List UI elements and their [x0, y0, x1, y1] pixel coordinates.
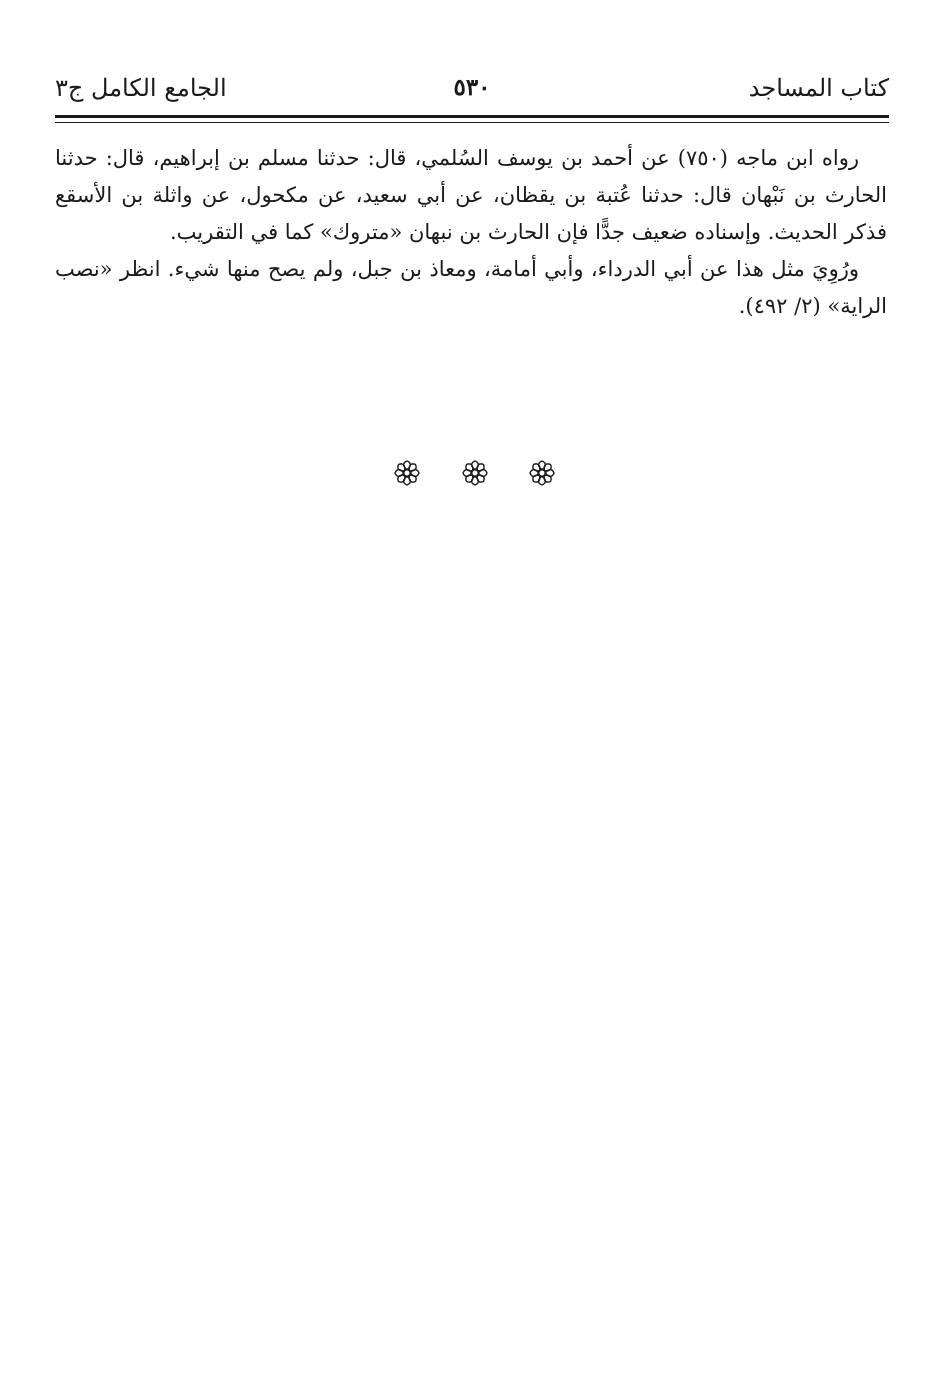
chapter-title: كتاب المساجد	[748, 74, 889, 102]
header-rule-thin	[55, 122, 889, 123]
header-rule-thick	[55, 115, 889, 118]
section-end-ornaments	[0, 460, 949, 486]
body-text	[55, 140, 887, 325]
book-title: الجامع الكامل ج٣	[55, 74, 227, 102]
paragraph-related-narrations: ورُوِيَ مثل هذا عن أبي الدرداء، وأبي أمامة، ومعاذ بن جبل، ولم يصح منها شيء. انظر «نصب الراية» (٢/ ٤٩٢).	[55, 257, 887, 318]
paragraph-hadith-source: رواه ابن ماجه (٧٥٠) عن أحمد بن يوسف السُلمي، قال: حدثنا مسلم بن إبراهيم، قال: حدثنا الحارث بن نَبْهان قال: حدثنا عُتبة بن يقظان، عن أبي سعيد، عن مكحول، عن واثلة بن الأسقع فذكر الحديث. وإسناده ضعيف جدًّا فإن الحارث بن نبهان «متروك» كما في التقريب.	[55, 146, 887, 244]
page-number: ٥٣٠	[453, 74, 491, 101]
floral-ornament-icon	[529, 460, 555, 486]
floral-ornament-icon	[462, 460, 488, 486]
page-header	[55, 72, 889, 112]
floral-ornament-icon	[394, 460, 420, 486]
